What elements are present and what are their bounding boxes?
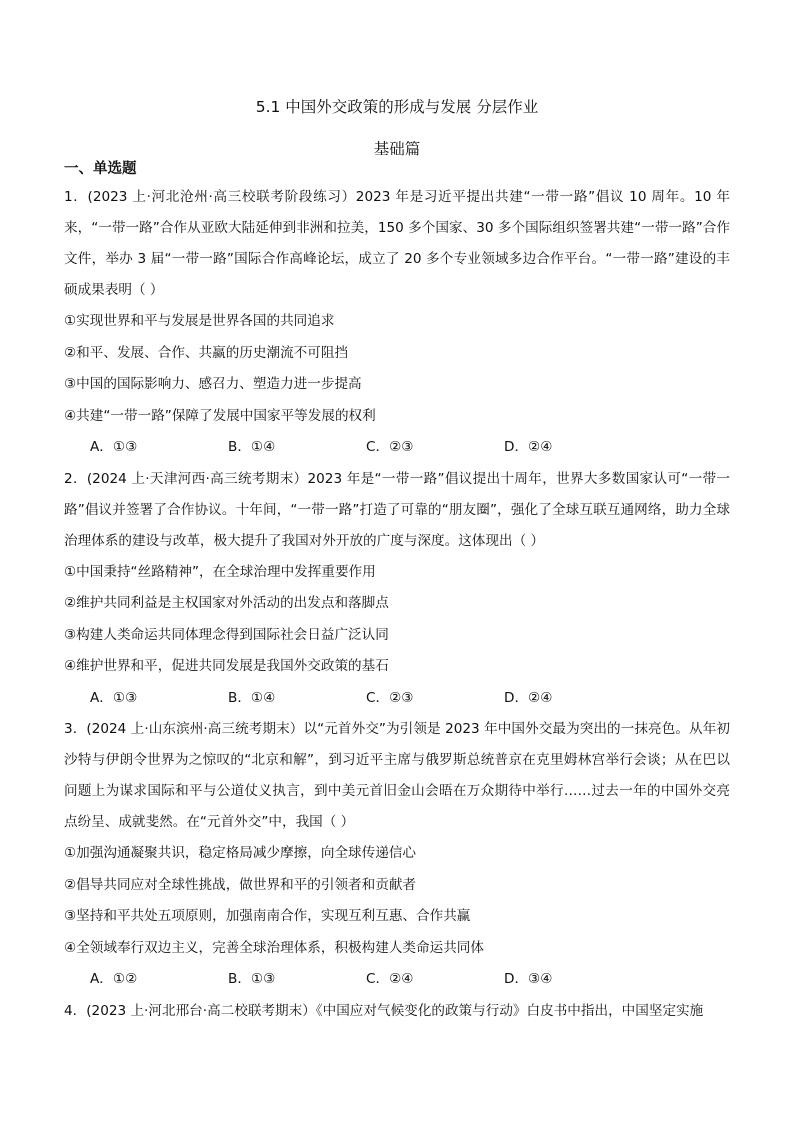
statement-4: ④全领域奉行双边主义，完善全球治理体系，积极构建人类命运共同体 xyxy=(64,939,484,956)
choice-b: B．①④ xyxy=(228,689,276,706)
question-1 xyxy=(64,182,730,464)
choice-d: D．②④ xyxy=(504,689,553,706)
statement-1: ①加强沟通凝聚共识，稳定格局减少摩擦，向全球传递信心 xyxy=(64,845,417,861)
question-stem: 2．(2024 上·天津河西·高三统考期末）2023 年是“一带一路”倡议提出十周年，世界大多数国家认可“一带一路”倡议并签署了合作协议。十年间，“一带一路”打造了可靠的“朋友圈”，强化了全球互联互通网络，助力全球治理体系的建设与改革，极大提升了我国对外开放的广度与深度。这体现出（ ） xyxy=(64,470,730,549)
statement-2: ②和平、发展、合作、共赢的历史潮流不可阻挡 xyxy=(64,344,349,361)
choice-b: B．①④ xyxy=(228,439,276,455)
question-4 xyxy=(64,996,730,1027)
choice-c: C．②④ xyxy=(366,971,414,987)
choice-a: A．①③ xyxy=(90,689,138,706)
document-title: 5.1 中国外交政策的形成与发展 分层作业 xyxy=(255,98,539,116)
choice-c: C．②③ xyxy=(366,689,414,706)
statement-3: ③构建人类命运共同体理念得到国际社会日益广泛认同 xyxy=(64,626,389,643)
question-stem: 1．(2023 上·河北沧州·高三校联考阶段练习）2023 年是习近平提出共建“一带一路”倡议 10 周年。10 年来，“一带一路”合作从亚欧大陆延伸到非洲和拉美，150 多个国家、30 多个国际组织签署共建“一带一路”合作文件，举办 3 届“一带一路”国际合作高峰论坛，成立了 20 多个专业领域多边合作平台。“一带一路”建设的丰硕成果表明（ ） xyxy=(64,189,730,298)
choice-a: A．①③ xyxy=(90,439,138,455)
statement-4: ④共建“一带一路”保障了发展中国家平等发展的权利 xyxy=(64,407,376,424)
document-subtitle: 基础篇 xyxy=(373,140,421,158)
statement-2: ②维护共同利益是主权国家对外活动的出发点和落脚点 xyxy=(64,595,389,611)
statement-1: ①中国秉持“丝路精神”，在全球治理中发挥重要作用 xyxy=(64,563,376,580)
choice-d: D．②④ xyxy=(504,439,553,455)
statement-3: ③中国的国际影响力、感召力、塑造力进一步提高 xyxy=(64,376,362,392)
question-stem: 3．(2024 上·山东滨州·高三统考期末）以“元首外交”为引领是 2023 年中国外交最为突出的一抹亮色。从年初沙特与伊朗令世界为之惊叹的“北京和解”，到习近平主席与俄罗斯总统普京在克里姆林宫举行会谈；从在巴以问题上为谋求国际和平与公道仗义执言，到中美元首旧金山会晤在万众期待中举行……过去一年的中国外交亮点纷呈、成就斐然。在“元首外交”中，我国（ ） xyxy=(64,721,730,830)
choice-d: D．③④ xyxy=(504,971,553,987)
statement-4: ④维护世界和平，促进共同发展是我国外交政策的基石 xyxy=(64,658,389,674)
question-2 xyxy=(64,464,730,715)
choice-a: A．①② xyxy=(90,971,138,987)
statement-1: ①实现世界和平与发展是世界各国的共同追求 xyxy=(64,313,335,329)
answer-choices xyxy=(64,964,730,996)
statement-3: ③坚持和平共处五项原则，加强南南合作，实现互利互惠、合作共赢 xyxy=(64,908,471,924)
document-body xyxy=(64,158,730,1027)
choice-c: C．②③ xyxy=(366,439,414,455)
answer-choices xyxy=(64,432,730,464)
choice-b: B．①③ xyxy=(228,971,276,987)
answer-choices xyxy=(64,683,730,715)
section-heading: 一、单选题 xyxy=(64,161,137,177)
statement-2: ②倡导共同应对全球性挑战，做世界和平的引领者和贡献者 xyxy=(64,876,417,893)
question-3 xyxy=(64,714,730,996)
question-stem: 4．(2023 上·河北邢台·高二校联考期末）《中国应对气候变化的政策与行动》白皮书中指出，中国坚定实施 xyxy=(64,1002,704,1019)
